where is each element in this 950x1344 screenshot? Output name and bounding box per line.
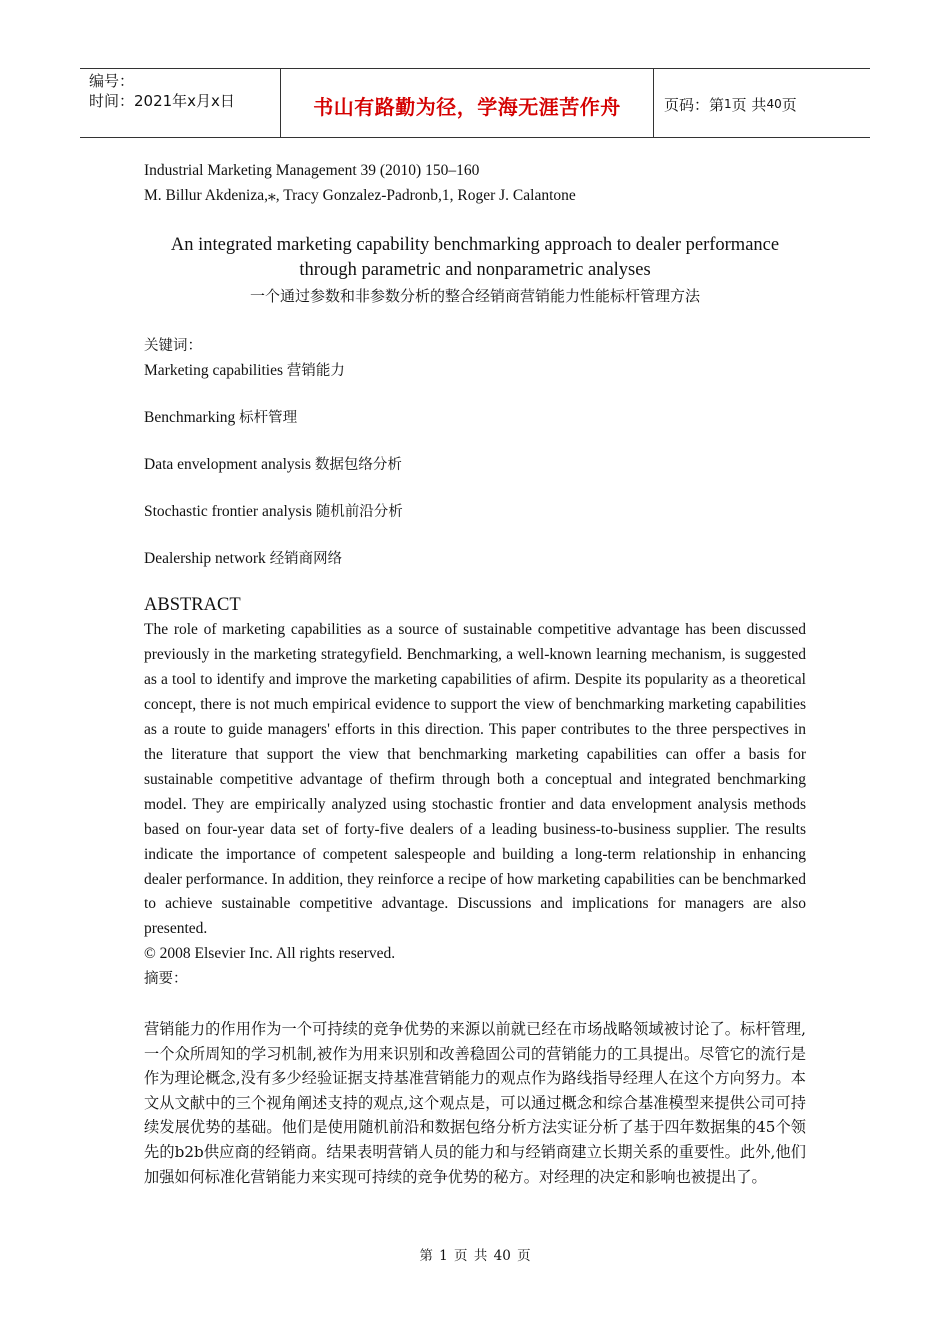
keyword-cn: 数据包络分析 — [314, 457, 402, 473]
keyword-item — [144, 452, 806, 478]
abstract-body — [144, 618, 806, 992]
page-current: 1 — [724, 97, 732, 111]
keyword-item — [144, 499, 806, 525]
author-list: M. Billur Akdeniza,⁎, Tracy Gonzalez-Padronb,1, Roger J. Calantone — [144, 187, 576, 204]
keyword-en: Benchmarking — [144, 409, 236, 426]
page-middle: 页 共 — [731, 95, 767, 114]
keywords-label: 关键词： — [144, 338, 202, 354]
header-page-cell — [654, 69, 870, 137]
keyword-cn: 营销能力 — [286, 363, 345, 379]
paper-title-chinese: 一个通过参数和非参数分析的整合经销商营销能力性能标杆管理方法 — [249, 287, 700, 305]
number-label: 编号： — [89, 72, 135, 90]
summary-label: 摘要： — [144, 971, 188, 988]
keyword-item — [144, 546, 806, 572]
page-total: 40 — [766, 97, 782, 111]
keyword-cn: 经销商网络 — [269, 551, 343, 567]
abstract-heading: ABSTRACT — [144, 595, 241, 615]
page-footer: 第 1 页 共 40 页 — [419, 1248, 531, 1264]
page-suffix: 页 — [781, 95, 797, 114]
motto-text: 书山有路勤为径，学海无涯苦作舟 — [313, 94, 621, 119]
keyword-en: Stochastic frontier analysis — [144, 503, 312, 520]
keyword-item — [144, 405, 806, 431]
keyword-en: Data envelopment analysis — [144, 456, 312, 473]
header-info-cell — [80, 69, 281, 137]
keyword-cn: 标杆管理 — [239, 410, 298, 426]
paper-title-line-1: An integrated marketing capability benchmarking approach to dealer performance — [170, 235, 780, 255]
copyright-line: © 2008 Elsevier Inc. All rights reserved. — [144, 945, 396, 963]
page-prefix: 页码：第 — [664, 95, 725, 114]
keyword-en: Marketing capabilities — [144, 362, 284, 379]
journal-citation: Industrial Marketing Management 39 (2010) 150–160 — [144, 162, 480, 179]
page-header — [80, 68, 870, 138]
header-motto-cell — [281, 69, 654, 137]
paper-title-line-2: through parametric and nonparametric analyses — [299, 260, 651, 280]
abstract-text: The role of marketing capabilities as a source of sustainable competitive advantage has been discussed previously in the marketing strategyfield. Benchmarking, a well-known learning mechanism, is suggested as a tool to identify and improve the marketing capabilities of afirm. Despite its popularity as a theoretical concept, there is not much empirical evidence to support the view of benchmarking marketing capabilities as a route to guide managers' efforts in this direction. This paper contributes to the three perspectives in the literature that support the view that benchmarking marketing capabilities can offer a basis for sustainable competitive advantage of thefirm through both a conceptual and integrated benchmarking model. They are empirically analyzed using stochastic frontier and data envelopment analysis methods based on four-year data set of forty-five dealers of a leading business-to-business supplier. The results indicate the importance of competent salespeople and building a long-term relationship in enhancing dealer performance. In addition, they reinforce a recipe of how marketing capabilities can be benchmarked to achieve sustainable competitive advantage. Discussions and implications for managers are also presented. — [144, 621, 806, 938]
keyword-item — [144, 358, 806, 384]
keyword-en: Dealership network — [144, 550, 266, 567]
time-label: 时间：2021年x月x日 — [89, 92, 235, 110]
keyword-cn: 随机前沿分析 — [315, 504, 403, 520]
summary-text: 营销能力的作用作为一个可持续的竞争优势的来源以前就已经在市场战略领域被讨论了。标杆管理,一个众所周知的学习机制,被作为用来识别和改善稳固公司的营销能力的工具提出。尽管它的流行是作为理论概念,没有多少经验证据支持基准营销能力的观点作为路线指导经理人在这个方向努力。本文从文献中的三个视角阐述支持的观点,这个观点是，可以通过概念和综合基准模型来提供公司可持续发展优势的基础。他们是使用随机前沿和数据包络分析方法实证分析了基于四年数据集的45个领先的b2b供应商的经销商。结果表明营销人员的能力和与经销商建立长期关系的重要性。此外,他们加强如何标准化营销能力来实现可持续的竞争优势的秘方。对经理的决定和影响也被提出了。 — [144, 1020, 806, 1186]
